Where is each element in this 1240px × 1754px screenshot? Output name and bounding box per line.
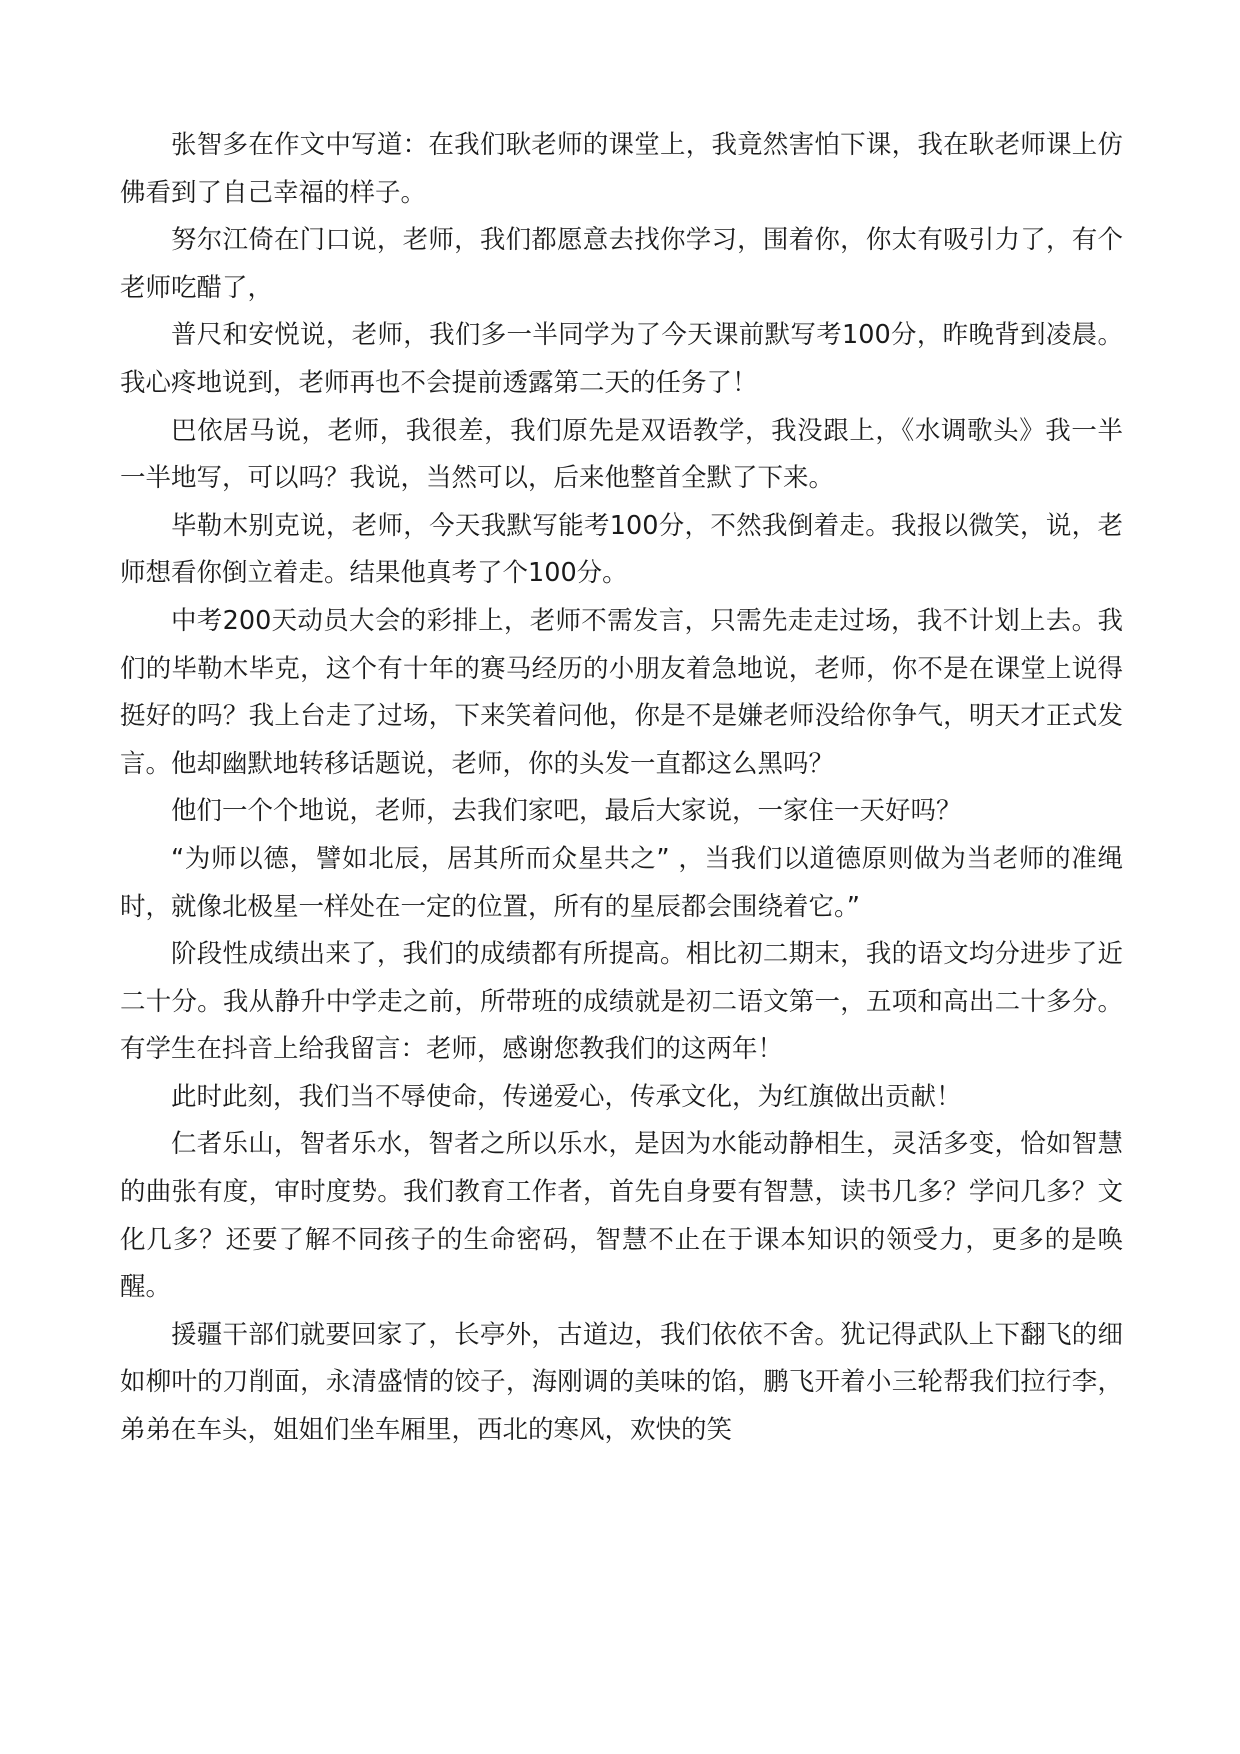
paragraph: 巴依居马说，老师，我很差，我们原先是双语教学，我没跟上，《水调歌头》我一半一半地写，可以吗？我说，当然可以，后来他整首全默了下来。 — [120, 415, 1123, 494]
body-text — [120, 122, 1123, 1455]
paragraph: “为师以德，譬如北辰，居其所而众星共之” ，当我们以道德原则做为当老师的准绳时，就像北极星一样处在一定的位置，所有的星辰都会围绕着它。” — [120, 843, 1123, 922]
paragraph: 此时此刻，我们当不辱使命，传递爱心，传承文化，为红旗做出贡献！ — [171, 1081, 962, 1112]
paragraph: 张智多在作文中写道：在我们耿老师的课堂上，我竟然害怕下课，我在耿老师课上仿佛看到了自己幸福的样子。 — [120, 130, 1123, 208]
paragraph: 努尔江倚在门口说，老师，我们都愿意去找你学习，围着你，你太有吸引力了，有个老师吃醋了， — [120, 225, 1123, 303]
paragraph: 毕勒木别克说，老师，今天我默写能考100分，不然我倒着走。我报以微笑，说，老师想看你倒立着走。结果他真考了个100分。 — [120, 510, 1123, 589]
paragraph: 仁者乐山，智者乐水，智者之所以乐水，是因为水能动静相生，灵活多变，恰如智慧的曲张有度，审时度势。我们教育工作者，首先自身要有智慧，读书几多？学问几多？文化几多？还要了解不同孩子的生命密码，智慧不止在于课本知识的领受力，更多的是唤醒。 — [120, 1129, 1123, 1303]
paragraph: 普尺和安悦说，老师，我们多一半同学为了今天课前默写考100分，昨晚背到凌晨。我心疼地说到，老师再也不会提前透露第二天的任务了！ — [120, 320, 1123, 398]
paragraph: 他们一个个地说，老师，去我们家吧，最后大家说，一家住一天好吗？ — [171, 796, 962, 827]
paragraph: 援疆干部们就要回家了，长亭外，古道边，我们依依不舍。犹记得武队上下翻飞的细如柳叶的刀削面，永清盛情的饺子，海刚调的美味的馅，鹏飞开着小三轮帮我们拉行李，弟弟在车头，姐姐们坐车厢里，西北的寒风，欢快的笑 — [120, 1319, 1123, 1446]
paragraph: 中考200天动员大会的彩排上，老师不需发言，只需先走走过场，我不计划上去。我们的毕勒木毕克，这个有十年的赛马经历的小朋友着急地说，老师，你不是在课堂上说得挺好的吗？我上台走了过场，下来笑着问他，你是不是嫌老师没给你争气，明天才正式发言。他却幽默地转移话题说，老师，你的头发一直都这么黑吗？ — [120, 605, 1123, 779]
paragraph: 阶段性成绩出来了，我们的成绩都有所提高。相比初二期末，我的语文均分进步了近二十分。我从静升中学走之前，所带班的成绩就是初二语文第一，五项和高出二十多分。有学生在抖音上给我留言：老师，感谢您教我们的这两年！ — [120, 939, 1123, 1065]
